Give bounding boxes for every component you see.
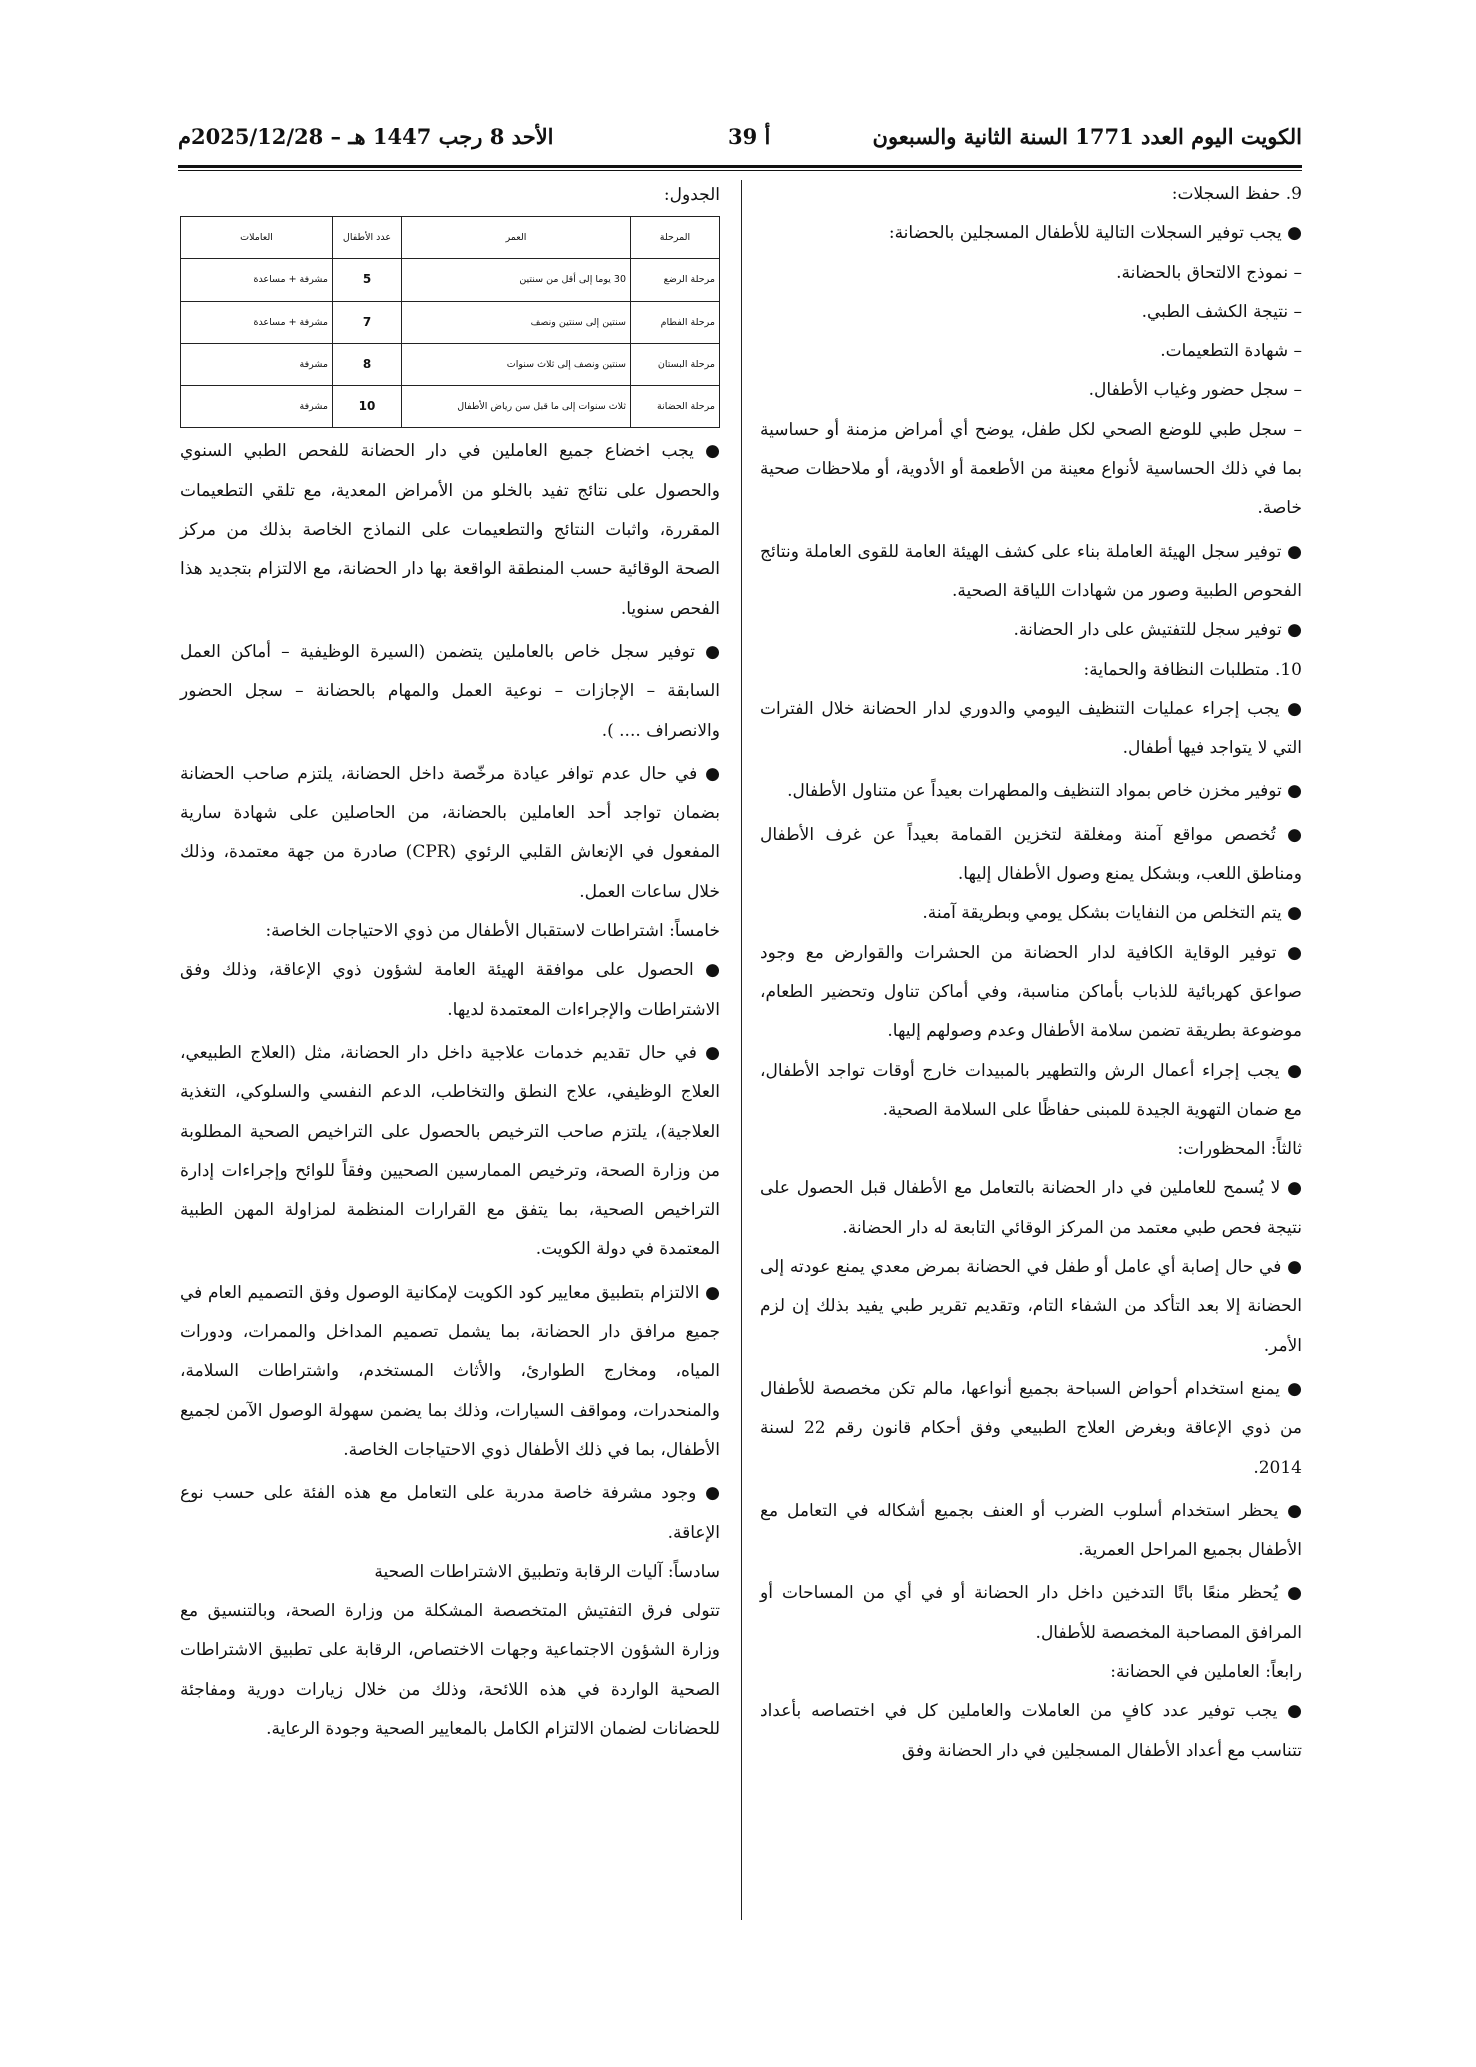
table-cell: مرحلة الحضانة (631, 386, 720, 428)
list-item: – نتيجة الكشف الطبي. (1141, 301, 1302, 322)
page-header (178, 118, 1302, 158)
paragraph: ● يتم التخلص من النفايات بشكل يومي وبطريقة آمنة. (922, 903, 1302, 924)
paragraph: ● في حال إصابة أي عامل أو طفل في الحضانة بمرض معدي يمنع عودته إلى الحضانة إلا بعد التأكد من الشفاء التام، وتقديم تقرير طبي يفيد بذلك إن لزم الأمر. (760, 1257, 1302, 1356)
page-number: أ 39 (728, 124, 771, 149)
table-cell: مشرفة (181, 343, 333, 385)
header-rule (178, 165, 1302, 168)
gazette-issue-info: الكويت اليوم العدد 1771 السنة الثانية والسبعون (872, 124, 1302, 149)
paragraph: ● في حال تقديم خدمات علاجية داخل دار الحضانة، مثل (العلاج الطبيعي، العلاج الوظيفي، علاج النطق والتخاطب، الدعم النفسي والسلوكي، التغذية العلاجية)، يلتزم صاحب الترخيص بالحصول على التراخيص الصحية المطلوبة من وزارة الصحة، وترخيص الممارسين الصحيين وفقاً للوائح وإجراءات إدارة التراخيص الصحية، بما يتفق مع القرارات المنظمة لمزاولة المهن الطبية المعتمدة في دولة الكويت. (180, 1042, 720, 1260)
table-cell: مرحلة الرضع (631, 259, 720, 301)
table-cell: مشرفة (181, 386, 333, 428)
section-heading-staff: رابعاً: العاملين في الحضانة: (1110, 1661, 1302, 1682)
paragraph: ● توفير سجل للتفتيش على دار الحضانة. (1013, 620, 1302, 641)
right-column (760, 175, 1302, 1771)
paragraph: ● يجب توفير عدد كافٍ من العاملات والعاملين كل في اختصاصه بأعداد تتناسب مع أعداد الأطفال المسجلين في دار الحضانة وفق (760, 1701, 1302, 1761)
list-item: – سجل حضور وغياب الأطفال. (1088, 380, 1302, 401)
table-row (181, 259, 720, 301)
section-heading-oversight: سادساً: آليات الرقابة وتطبيق الاشتراطات الصحية (374, 1561, 720, 1582)
table-title: الجدول: (663, 185, 720, 205)
table-row (181, 301, 720, 343)
section-heading-special-needs: خامساً: اشتراطات لاستقبال الأطفال من ذوي الاحتياجات الخاصة: (265, 921, 720, 942)
column-header: عدد الأطفال (333, 217, 402, 259)
table-cell: مشرفة + مساعدة (181, 301, 333, 343)
column-header: العمر (402, 217, 631, 259)
table-cell: 5 (333, 259, 402, 301)
paragraph: تتولى فرق التفتيش المتخصصة المشكلة من وزارة الصحة، وبالتنسيق مع وزارة الشؤون الاجتماعية وجهات الاختصاص، الرقابة على تطبيق الاشتراطات الصحية الواردة في هذه اللائحة، وذلك من خلال زيارات دورية ومفاجئة للحضانات لضمان الالتزام الكامل بالمعايير الصحية وجودة الرعاية. (180, 1601, 720, 1739)
table-row (181, 386, 720, 428)
left-column (180, 180, 720, 1749)
table-cell: 30 يوما إلى أقل من سنتين (402, 259, 631, 301)
table-cell: مشرفة + مساعدة (181, 259, 333, 301)
paragraph: ● يُحظر منعًا باتًا التدخين داخل دار الحضانة أو في أي من المساحات أو المرافق المصاحبة المخصصة للأطفال. (760, 1583, 1302, 1643)
table-cell: مرحلة البستان (631, 343, 720, 385)
list-item: – سجل طبي للوضع الصحي لكل طفل، يوضح أي أمراض مزمنة أو حساسية بما في ذلك الحساسية لأنواع معينة من الأطعمة أو الأدوية، أو ملاحظات صحية خاصة. (760, 419, 1302, 519)
table-cell: 10 (333, 386, 402, 428)
table-cell: 7 (333, 301, 402, 343)
table-cell: سنتين إلى سنتين ونصف (402, 301, 631, 343)
paragraph: ● يجب إجراء أعمال الرش والتطهير بالمبيدات خارج أوقات تواجد الأطفال، مع ضمان التهوية الجيدة للمبنى حفاظًا على السلامة الصحية. (760, 1060, 1302, 1120)
table-cell: ثلاث سنوات إلى ما قبل سن رياض الأطفال (402, 386, 631, 428)
table-cell: مرحلة الفطام (631, 301, 720, 343)
column-header: المرحلة (631, 217, 720, 259)
issue-date: الأحد 8 رجب 1447 هـ – 2025/12/28م (178, 124, 554, 149)
column-header: العاملات (181, 217, 333, 259)
paragraph: ● الالتزام بتطبيق معايير كود الكويت لإمكانية الوصول وفق التصميم العام في جميع مرافق دار الحضانة، بما يشمل تصميم المداخل والممرات، ودورات المياه، ومخارج الطوارئ، والأثاث المستخدم، واشتراطات السلامة، والمنحدرات، ومواقف السيارات، وذلك بما يضمن سهولة الوصول الآمن لجميع الأطفال، بما في ذلك الأطفال ذوي الاحتياجات الخاصة. (180, 1282, 720, 1460)
paragraph: ● تُخصص مواقع آمنة ومغلقة لتخزين القمامة بعيداً عن غرف الأطفال ومناطق اللعب، وبشكل يمنع وصول الأطفال إليها. (760, 824, 1302, 885)
paragraph: ● يجب إجراء عمليات التنظيف اليومي والدوري لدار الحضانة خلال الفترات التي لا يتواجد فيها أطفال. (760, 698, 1302, 759)
table-cell: 8 (333, 343, 402, 385)
table-header-row (181, 217, 720, 259)
paragraph: ● توفير مخزن خاص بمواد التنظيف والمطهرات بعيداً عن متناول الأطفال. (787, 781, 1302, 802)
paragraph: ● يجب اخضاع جميع العاملين في دار الحضانة للفحص الطبي السنوي والحصول على نتائج تفيد بالخلو من الأمراض المعدية، مع تلقي التطعيمات المقررة، واثبات النتائج والتطعيمات على النماذج الخاصة بذلك من مركز الصحة الوقائية حسب المنطقة الواقعة بها دار الحضانة، مع الالتزام بتجديد هذا الفحص سنويا. (180, 441, 720, 619)
paragraph: ● توفير سجل خاص بالعاملين يتضمن (السيرة الوظيفية – أماكن العمل السابقة – الإجازات – نوعية العمل والمهام بالحضانة – سجل الحضور والانصراف .... ). (180, 641, 720, 741)
list-item: – نموذج الالتحاق بالحضانة. (1116, 262, 1302, 283)
paragraph: ● يمنع استخدام أحواض السباحة بجميع أنواعها، مالم تكن مخصصة للأطفال من ذوي الإعاقة وبغرض العلاج الطبيعي وفق أحكام قانون رقم 22 لسنة 2014. (760, 1378, 1302, 1478)
paragraph: ● توفير الوقاية الكافية لدار الحضانة من الحشرات والقوارض مع وجود صواعق كهربائية للذباب بأماكن مناسبة، وفي أماكن تناول وتحضير الطعام، موضوعة بطريقة تضمن سلامة الأطفال وعدم وصولهم إليها. (760, 942, 1302, 1042)
paragraph: ● وجود مشرفة خاصة مدربة على التعامل مع هذه الفئة على حسب نوع الإعاقة. (180, 1483, 720, 1543)
paragraph: ● يجب توفير السجلات التالية للأطفال المسجلين بالحضانة: (888, 223, 1302, 244)
paragraph: ● في حال عدم توافر عيادة مرخّصة داخل الحضانة، يلتزم صاحب الحضانة بضمان تواجد أحد العاملين بالحضانة، من الحاصلين على شهادة سارية المفعول في الإنعاش القلبي الرئوي (CPR) صادرة من جهة معتمدة، وذلك خلال ساعات العمل. (180, 763, 721, 902)
staffing-table (180, 216, 720, 428)
list-item: – شهادة التطعيمات. (1160, 341, 1302, 362)
section-heading-prohibitions: ثالثاً: المحظورات: (1177, 1139, 1302, 1160)
section-heading-hygiene: 10. متطلبات النظافة والحماية: (1083, 659, 1302, 680)
paragraph: ● الحصول على موافقة الهيئة العامة لشؤون ذوي الإعاقة، وذلك وفق الاشتراطات والإجراءات المعتمدة لديها. (180, 960, 720, 1020)
column-divider (741, 180, 742, 1920)
paragraph: ● لا يُسمح للعاملين في دار الحضانة بالتعامل مع الأطفال قبل الحصول على نتيجة فحص طبي معتمد من المركز الوقائي التابعة له دار الحضانة. (760, 1178, 1302, 1238)
header-rule-thin (178, 170, 1302, 171)
section-heading-records: 9. حفظ السجلات: (1171, 184, 1302, 204)
table-row (181, 343, 720, 385)
table-cell: سنتين ونصف إلى ثلاث سنوات (402, 343, 631, 385)
paragraph: ● توفير سجل الهيئة العاملة بناء على كشف الهيئة العامة للقوى العاملة ونتائج الفحوص الطبية وصور من شهادات اللياقة الصحية. (760, 541, 1302, 601)
paragraph: ● يحظر استخدام أسلوب الضرب أو العنف بجميع أشكاله في التعامل مع الأطفال بجميع المراحل العمرية. (760, 1500, 1302, 1561)
